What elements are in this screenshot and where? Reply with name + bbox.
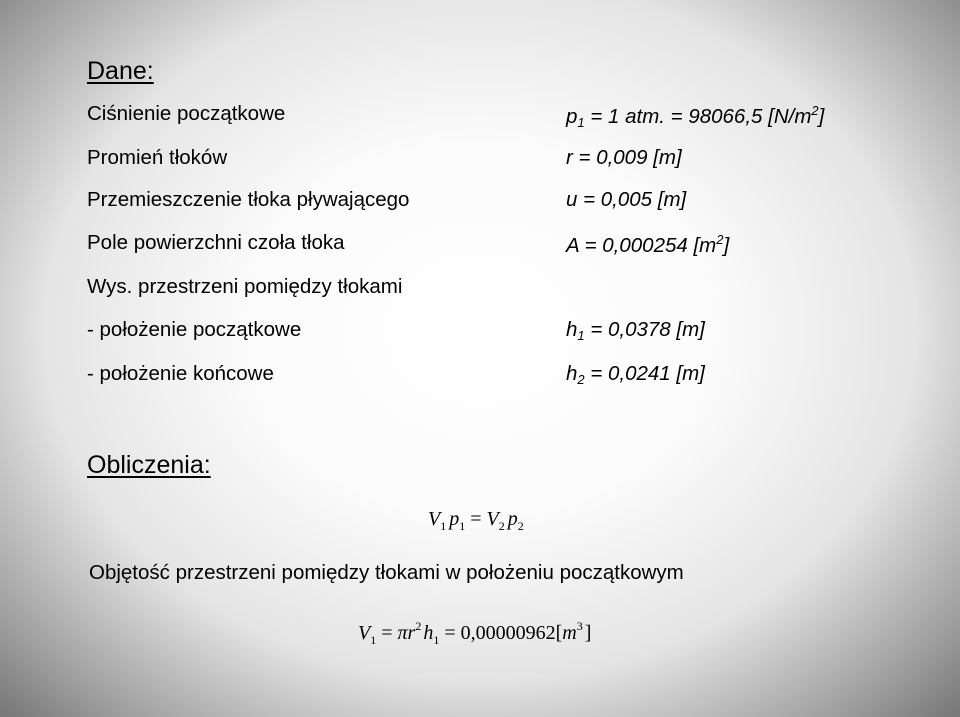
formula-boyle: $V_1$ $p_1 = V_2$ $p_2$ [428, 508, 524, 533]
label-przemieszczenie: Przemieszczenie tłoka pływającego [87, 188, 410, 211]
formula-volume: $V_1 = \pi r^2$ $h_1 = 0,00000962[m^3$ ] [358, 619, 592, 647]
label-cisnienie: Ciśnienie początkowe [87, 102, 286, 125]
value-pole: A = 0,000254 $[m^2]$ [566, 232, 730, 257]
value-cisnienie: $p_1 = 1$ atm. = 98066,5 $[N/m^2]$ [566, 103, 825, 130]
paragraph-objetosc: Objętość przestrzeni pomiędzy tłokami w położeniu początkowym [89, 561, 684, 584]
value-promien: r = 0,009 [m] [566, 146, 682, 169]
value-h2: $h_2 = 0,0241$ [m] [566, 362, 705, 387]
label-promien: Promień tłoków [87, 146, 228, 169]
label-pole: Pole powierzchni czoła tłoka [87, 231, 345, 254]
label-polozenie-poczatkowe: - położenie początkowe [87, 318, 302, 341]
value-przemieszczenie: u = 0,005 [m] [566, 188, 687, 211]
label-wysokosc: Wys. przestrzeni pomiędzy tłokami [87, 275, 403, 298]
obliczenia-heading: Obliczenia: [87, 451, 211, 479]
value-h1: $h_1 = 0,0378$ [m] [566, 318, 705, 343]
dane-heading: Dane: [87, 57, 154, 85]
label-polozenie-koncowe: - położenie końcowe [87, 362, 274, 385]
